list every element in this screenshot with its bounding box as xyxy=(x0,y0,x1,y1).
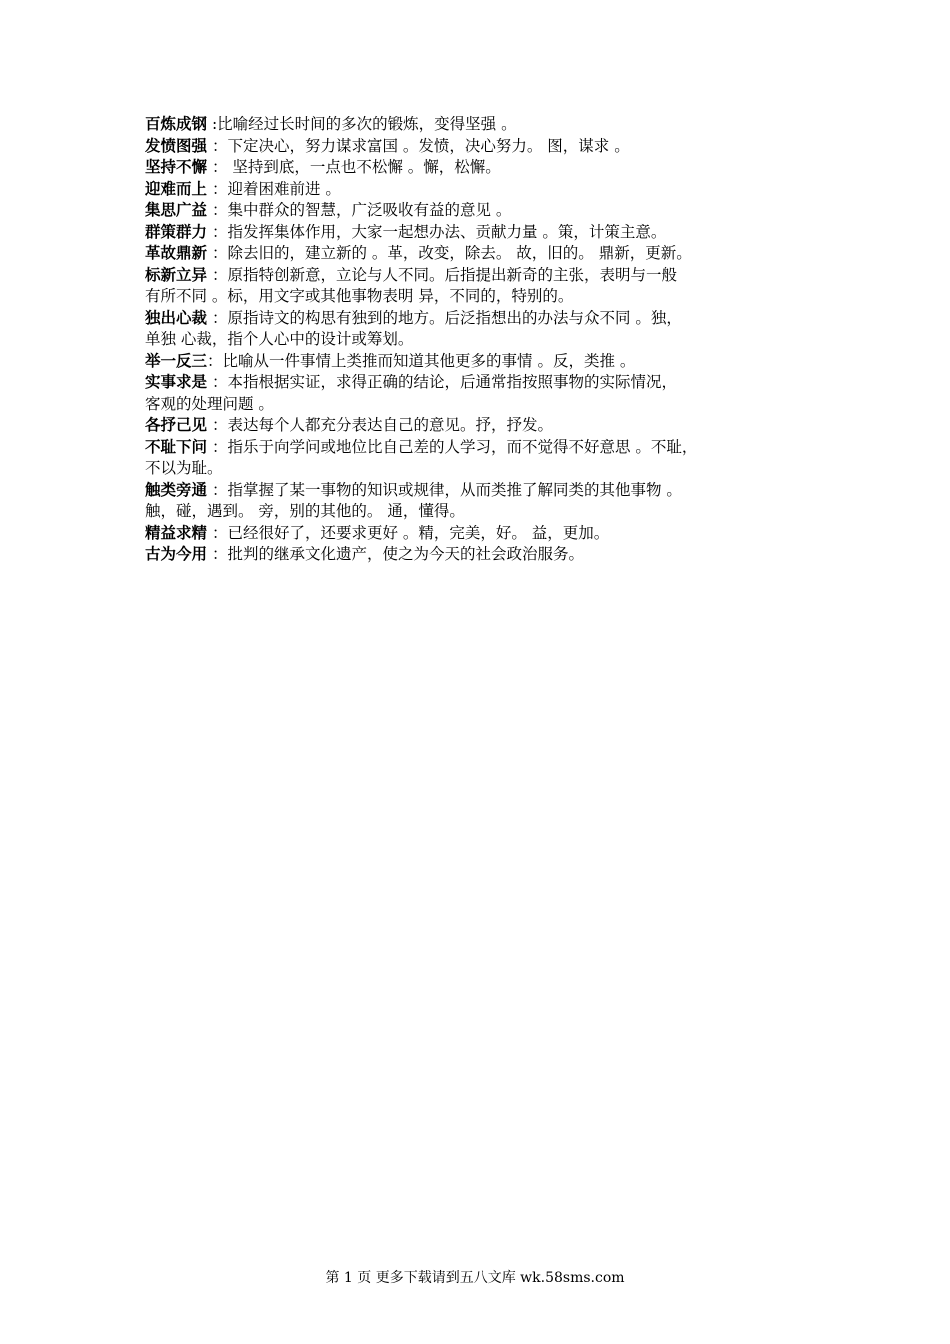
idiom-separator: ： xyxy=(207,179,228,198)
idiom-term: 不耻下问 xyxy=(145,437,208,456)
idiom-definition: 集中群众的智慧，广泛吸收有益的意见 。 xyxy=(227,201,512,219)
idiom-definition: 除去旧的，建立新的 。革，改变，除去。 故，旧的。 鼎新，更新。 xyxy=(227,244,692,262)
idiom-definition-continued: 单独 心裁，指个人心中的设计或筹划。 xyxy=(145,330,414,348)
idiom-definition: 批判的继承文化遗产，使之为今天的社会政治服务。 xyxy=(227,545,584,563)
idiom-entry xyxy=(145,523,825,545)
idiom-entry xyxy=(145,437,825,459)
idiom-separator: ： xyxy=(207,545,228,563)
idiom-term: 独出心裁 xyxy=(145,308,208,327)
idiom-term: 革故鼎新 xyxy=(145,244,208,262)
idiom-term: 古为今用 xyxy=(145,545,208,563)
idiom-definition-continued: 客观的处理问题 。 xyxy=(145,394,274,413)
idiom-definition: 坚持到底，一点也不松懈 。懈，松懈。 xyxy=(227,158,501,176)
idiom-entry xyxy=(145,265,825,287)
idiom-list xyxy=(145,114,825,566)
idiom-term: 坚持不懈 xyxy=(145,158,208,176)
idiom-term: 发愤图强 xyxy=(145,136,208,155)
idiom-definition-continued: 有所不同 。标，用文字或其他事物表明 异，不同的，特别的。 xyxy=(145,287,574,305)
idiom-definition: 表达每个人都充分表达自己的意见。抒，抒发。 xyxy=(227,416,553,434)
idiom-term: 标新立异 xyxy=(145,265,208,284)
idiom-term: 精益求精 xyxy=(145,523,208,542)
idiom-term: 迎难而上 xyxy=(145,179,208,198)
idiom-definition: 迎着困难前进 。 xyxy=(227,179,341,198)
idiom-entry xyxy=(145,243,825,265)
idiom-entry xyxy=(145,179,825,201)
idiom-term: 集思广益 xyxy=(145,201,208,219)
idiom-entry xyxy=(145,351,825,373)
idiom-term: 百炼成钢 xyxy=(145,115,208,133)
idiom-definition: 指发挥集体作用，大家一起想办法、贡献力量 。策，计策主意。 xyxy=(227,222,667,241)
idiom-definition-continued: 不以为耻。 xyxy=(145,459,223,477)
idiom-separator: ： xyxy=(207,244,228,262)
idiom-entry xyxy=(145,415,825,437)
idiom-separator: ： xyxy=(207,480,228,499)
idiom-separator: ： xyxy=(207,158,228,176)
idiom-term: 实事求是 xyxy=(145,373,208,391)
idiom-separator: : xyxy=(207,115,218,133)
idiom-entry xyxy=(145,480,825,502)
idiom-separator: ： xyxy=(207,222,228,241)
idiom-term: 各抒己见 xyxy=(145,416,208,434)
idiom-separator: ： xyxy=(207,437,228,456)
idiom-definition: 指掌握了某一事物的知识或规律，从而类推了解同类的其他事物 。 xyxy=(227,480,682,499)
idiom-entry xyxy=(145,222,825,244)
idiom-entry xyxy=(145,308,825,330)
idiom-term: 举一反三 xyxy=(145,351,208,370)
idiom-definition: 指乐于向学问或地位比自己差的人学习，而不觉得不好意思 。不耻， xyxy=(227,437,698,456)
idiom-entry xyxy=(145,136,825,158)
idiom-definition: 比喻从一件事情上类推而知道其他更多的事情 。反，类推 。 xyxy=(222,351,636,370)
idiom-definition-continued: 触，碰，遇到。 旁，别的其他的。 通，懂得。 xyxy=(145,502,465,520)
idiom-definition: 本指根据实证，求得正确的结论，后通常指按照事物的实际情况， xyxy=(227,373,677,391)
idiom-separator: ： xyxy=(207,373,228,391)
idiom-definition: 比喻经过长时间的多次的锻炼，变得坚强 。 xyxy=(217,115,517,133)
idiom-separator: ： xyxy=(207,416,228,434)
idiom-separator: ： xyxy=(207,523,228,542)
idiom-separator: ： xyxy=(207,308,228,327)
idiom-definition: 原指诗文的构思有独到的地方。后泛指想出的办法与众不同 。独， xyxy=(227,308,682,327)
idiom-definition: 已经很好了，还要求更好 。精，完美，好。 益，更加。 xyxy=(227,523,610,542)
idiom-entry xyxy=(145,544,825,566)
idiom-separator: ： xyxy=(207,351,223,370)
idiom-term: 群策群力 xyxy=(145,222,208,241)
idiom-separator: ： xyxy=(207,265,228,284)
page-footer: 第 1 页 更多下载请到五八文库 wk.58sms.com xyxy=(325,1270,625,1286)
idiom-separator: ： xyxy=(207,201,228,219)
idiom-definition: 原指特创新意，立论与人不同。后指提出新奇的主张，表明与一般 xyxy=(227,265,677,284)
idiom-entry xyxy=(145,372,825,394)
idiom-definition: 下定决心，努力谋求富国 。发愤，决心努力。 图，谋求 。 xyxy=(227,136,630,155)
idiom-entry xyxy=(145,200,825,222)
idiom-term: 触类旁通 xyxy=(145,480,208,499)
idiom-separator: ： xyxy=(207,136,228,155)
idiom-entry xyxy=(145,157,825,179)
idiom-entry xyxy=(145,114,825,136)
